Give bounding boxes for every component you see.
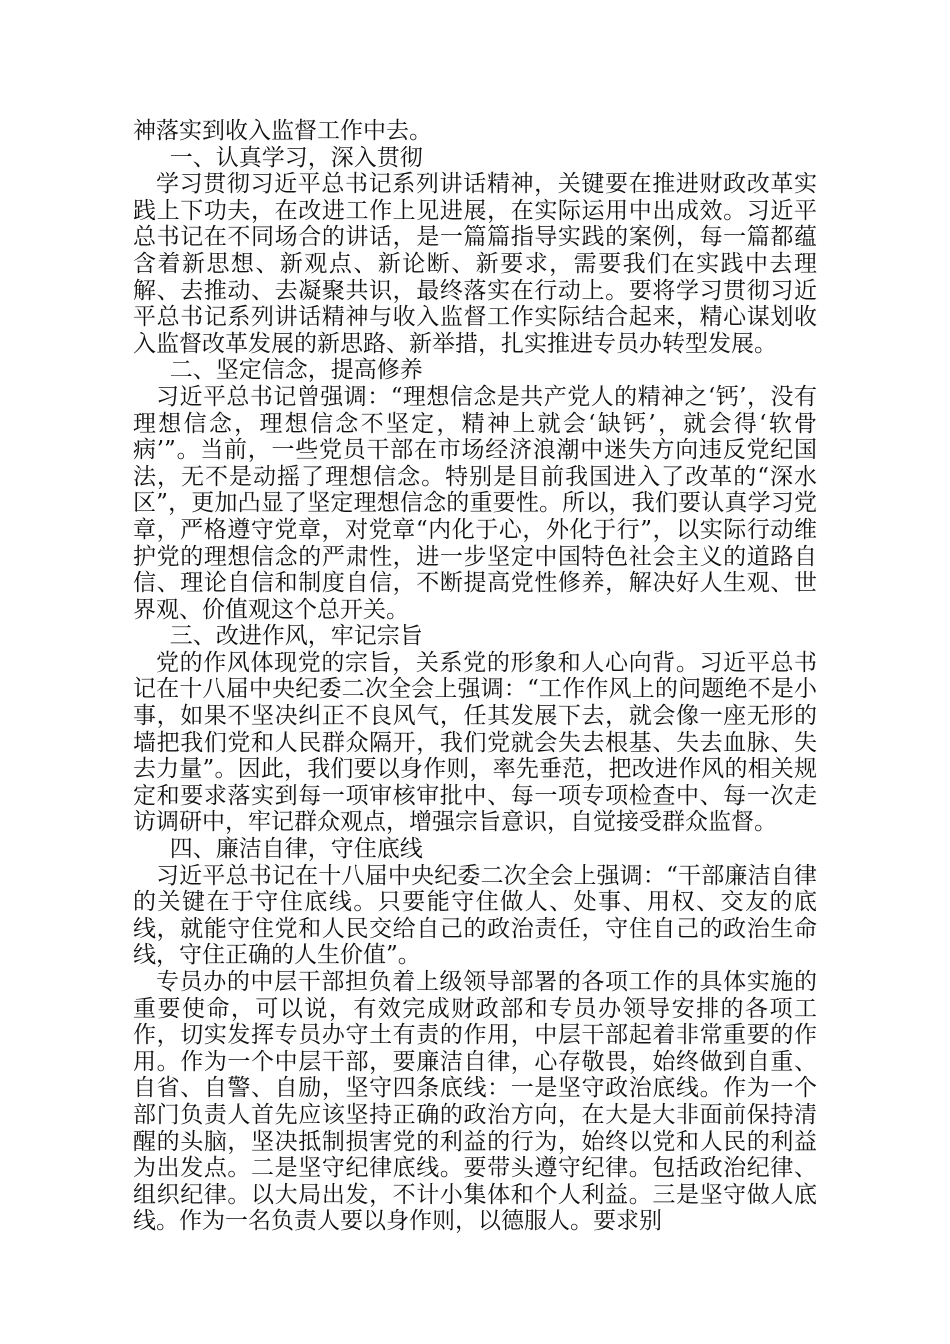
- paragraph-style: 党的作风体现党的宗旨，关系党的形象和人心向背。习近平总书记在十八届中央纪委二次全会上强调：“工作作风上的问题绝不是小事，如果不坚决纠正不良风气，任其发展下去，就会像一座无形的墙把我们党和人民群众隔开，我们党就会失去根基、失去血脉、失去力量”。因此，我们要以身作则，率先垂范，把改进作风的相关规定和要求落实到每一项审核审批中、每一项专项检查中、每一次走访调研中，牢记群众观点，增强宗旨意识，自觉接受群众监督。: [133, 649, 817, 836]
- paragraph-middle-cadres: 专员办的中层干部担负着上级领导部署的各项工作的具体实施的重要使命，可以说，有效完成财政部和专员办领导安排的各项工作，切实发挥专员办守土有责的作用，中层干部起着非常重要的作用。作为一个中层干部，要廉洁自律，心存敬畏，始终做到自重、自省、自警、自励，坚守四条底线：一是坚守政治底线。作为一个部门负责人首先应该坚持正确的政治方向，在大是大非面前保持清醒的头脑，坚决抵制损害党的利益的行为，始终以党和人民的利益为出发点。二是坚守纪律底线。要带头遵守纪律。包括政治纪律、组织纪律。以大局出发，不计小集体和个人利益。三是坚守做人底线。作为一名负责人要以身作则，以德服人。要求别: [133, 969, 817, 1235]
- document-body: [133, 118, 817, 1235]
- section-heading-2: 二、坚定信念，提高修养: [169, 357, 423, 384]
- paragraph-study: 学习贯彻习近平总书记系列讲话精神，关键要在推进财政改革实践上下功夫，在改进工作上见进展，在实际运用中出成效。习近平总书记在不同场合的讲话，是一篇篇指导实践的案例，每一篇都蕴含着新思想、新观点、新论断、新要求，需要我们在实践中去理解、去推动、去凝聚共识，最终落实在行动上。要将学习贯彻习近平总书记系列讲话精神与收入监督工作实际结合起来，精心谋划收入监督改革发展的新思路、新举措，扎实推进专员办转型发展。: [133, 171, 817, 357]
- paragraph-continuation: 神落实到收入监督工作中去。: [133, 118, 432, 144]
- paragraph-belief: 习近平总书记曾强调：“理想信念是共产党人的精神之‘钙’，没有理想信念，理想信念不坚定，精神上就会‘缺钙’，就会得‘软骨病’”。当前，一些党员干部在市场经济浪潮中迷失方向违反党纪国法，无不是动摇了理想信念。特别是目前我国进入了改革的“深水区”，更加凸显了坚定理想信念的重要性。所以，我们要认真学习党章，严格遵守党章，对党章“内化于心，外化于行”，以实际行动维护党的理想信念的严肃性，进一步坚定中国特色社会主义的道路自信、理论自信和制度自信，不断提高党性修养，解决好人生观、世界观、价值观这个总开关。: [133, 383, 817, 623]
- paragraph-integrity: 习近平总书记在十八届中央纪委二次全会上强调：“干部廉洁自律的关键在于守住底线。只要能守住做人、处事、用权、交友的底线，就能守住党和人民交给自己的政治责任，守住自己的政治生命线，守住正确的人生价值”。: [133, 862, 817, 969]
- section-heading-1: 一、认真学习，深入贯彻: [169, 144, 423, 171]
- section-heading-3: 三、改进作风，牢记宗旨: [169, 623, 423, 650]
- section-heading-4: 四、廉洁自律，守住底线: [169, 836, 423, 863]
